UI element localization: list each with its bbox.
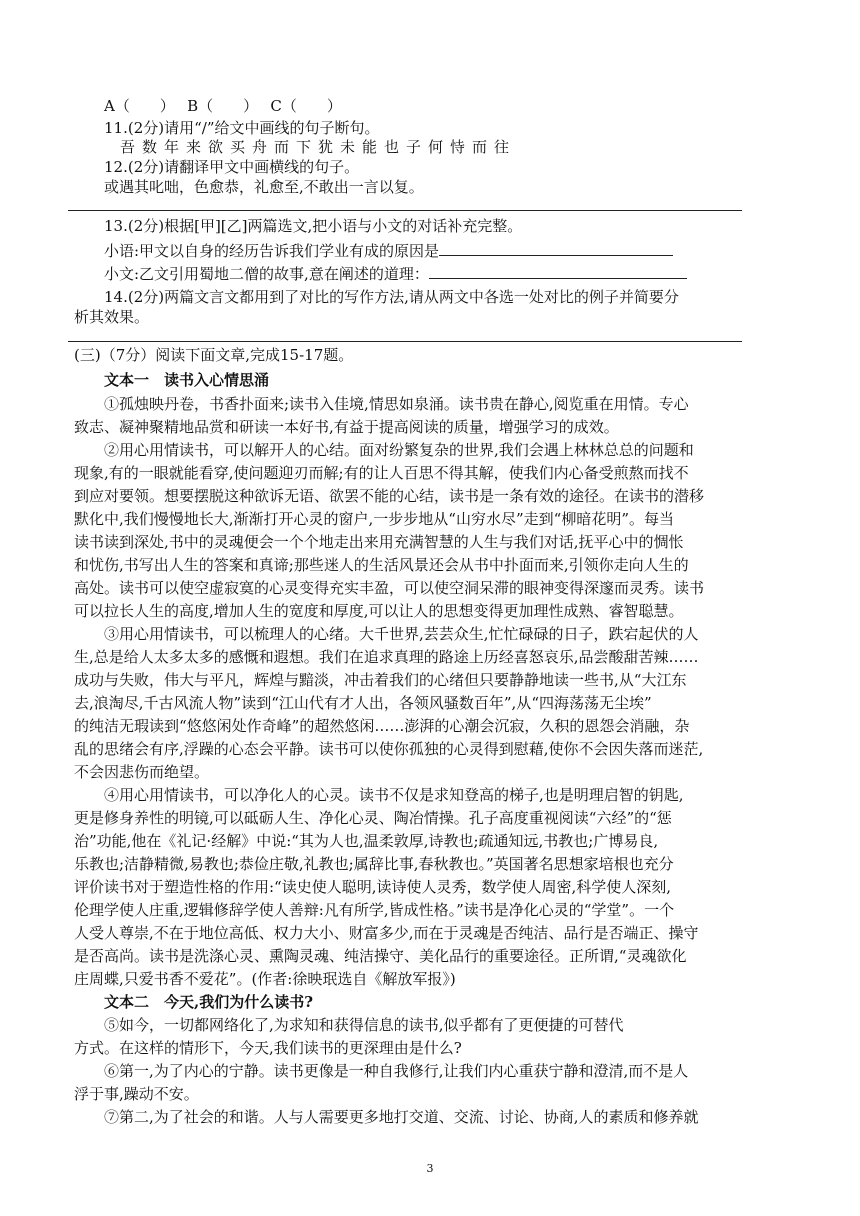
para-2-line-3: 到应对要领。想要摆脱这种欲诉无语、欲罢不能的心结，读书是一条有效的途径。在读书的潜移	[74, 487, 705, 505]
para-1-line-1: ①孤烛映丹卷，书香扑面来;读书入佳境,情思如泉涌。读书贵在静心,阅览重在用情。专心	[104, 395, 689, 413]
answer-line-14[interactable]	[68, 341, 742, 342]
text-one-title: 文本一 读书入心情思涌	[104, 371, 270, 389]
dialogue-xiaoyu	[104, 241, 804, 261]
question-14: 14.(2分)两篇文言文都用到了对比的写作方法,请从两文中各选一处对比的例子并简要分	[104, 288, 679, 306]
para-4-line-3: 治”功能,他在《礼记·经解》中说:“其为人也,温柔敦厚,诗教也;疏通知远,书教也;广博易良,	[74, 832, 659, 850]
para-3-line-4: 去,浪淘尽,千古风流人物”读到“江山代有才人出，各领风骚数百年”,从“四海荡荡无尘埃”	[74, 694, 652, 712]
para-4-line-6: 伦理学使人庄重,逻辑修辞学使人善辩:凡有所学,皆成性格。”读书是净化心灵的“学堂”。一个	[74, 901, 675, 919]
para-2-line-4: 默化中,我们慢慢地长大,渐渐打开心灵的窗户,一步步地从“山穷水尽”走到“柳暗花明”。每当	[74, 510, 674, 528]
para-2-line-5: 读书读到深处,书中的灵魂便会一个个地走出来用充满智慧的人生与我们对话,抚平心中的惆怅	[74, 533, 684, 551]
para-4-line-2: 更是修身养性的明镜,可以砥砺人生、净化心灵、陶冶情操。孔子高度重视阅读“六经”的“惩	[74, 809, 672, 827]
para-1-line-2: 致志、凝神聚精地品赏和研读一本好书,有益于提高阅读的质量，增强学习的成效。	[74, 418, 619, 436]
answer-blank-xiaoyu[interactable]	[439, 241, 673, 256]
text-two-title: 文本二 今天,我们为什么读书?	[104, 993, 314, 1011]
para-4-line-9: 庄周蝶,只爱书香不爱花”。(作者:徐映珉选自《解放军报》)	[74, 970, 456, 988]
para-4-line-8: 是否高尚。读书是洗涤心灵、熏陶灵魂、纯洁操守、美化品行的重要途径。正所谓,“灵魂欲化	[74, 947, 687, 965]
para-4-line-4: 乐教也;洁静精微,易教也;恭俭庄敬,礼教也;属辞比事,春秋教也。”英国著名思想家培根也充分	[74, 855, 674, 873]
para-4-line-7: 人受人尊崇,不在于地位高低、权力大小、财富多少,而在于灵魂是否纯洁、品行是否端正、操守	[74, 924, 699, 942]
para-3-line-7: 不会因悲伤而绝望。	[74, 763, 210, 781]
translation-sentence: 或遇其叱咄，色愈恭，礼愈至,不敢出一言以复。	[104, 178, 424, 196]
answer-blank-xiaowen[interactable]	[429, 264, 687, 279]
para-7-line-1: ⑦第二,为了社会的和谐。人与人需要更多地打交道、交流、讨论、协商,人的素质和修养就	[104, 1108, 699, 1126]
para-3-line-2: 生,总是给人太多太多的感慨和遐想。我们在追求真理的路途上历经喜怒哀乐,品尝酸甜苦辣……	[74, 648, 699, 666]
question-11: 11.(2分)请用“/”给文中画线的句子断句。	[104, 119, 380, 137]
para-4-line-5: 评价读书对于塑造性格的作用:“读史使人聪明,读诗使人灵秀，数学使人周密,科学使人深刻,	[74, 878, 672, 896]
para-2-line-7: 高处。读书可以使空虚寂寞的心灵变得充实丰盈，可以使空洞呆滞的眼神变得深邃而灵秀。读书	[74, 579, 705, 597]
para-2-line-2: 现象,有的一眼就能看穿,使问题迎刃而解;有的让人百思不得其解，使我们内心备受煎熬而找不	[74, 464, 689, 482]
question-13: 13.(2分)根据[甲][乙]两篇选文,把小语与小文的对话补充完整。	[104, 217, 523, 235]
dialogue-xiaoyu-text: 小语:甲文以自身的经历告诉我们学业有成的原因是	[104, 242, 440, 260]
para-2-line-8: 可以拉长人生的高度,增加人生的宽度和厚度,可以让人的思想变得更加理性成熟、睿智聪慧。	[74, 602, 684, 620]
section-three-heading: (三)（7分）阅读下面文章,完成15-17题。	[74, 346, 354, 364]
choice-brackets-line: A（ ） B（ ） C（ ）	[104, 97, 342, 115]
para-5-line-2: 方式。在这样的情形下，今天,我们读书的更深理由是什么?	[74, 1039, 462, 1057]
dialogue-xiaowen-text: 小文:乙文引用蜀地二僧的故事,意在阐述的道理：	[104, 265, 429, 283]
question-14-cont: 析其效果。	[74, 308, 150, 326]
para-3-line-6: 乱的思绪会有序,浮躁的心态会平静。读书可以使你孤独的心灵得到慰藉,使你不会因失落而迷茫,	[74, 740, 704, 758]
para-5-line-1: ⑤如今，一切都网络化了,为求知和获得信息的读书,似乎都有了更便捷的可替代	[104, 1016, 624, 1034]
para-3-line-1: ③用心用情读书，可以梳理人的心绪。大千世界,芸芸众生,忙忙碌碌的日子，跌宕起伏的人	[104, 625, 699, 643]
para-3-line-5: 的纯洁无瑕读到“悠悠闲处作奇峰”的超然悠闲……澎湃的心潮会沉寂，久积的恩怨会消融，杂	[74, 717, 690, 735]
para-4-line-1: ④用心用情读书，可以净化人的心灵。读书不仅是求知登高的梯子,也是明理启智的钥匙,	[104, 786, 684, 804]
answer-line-12[interactable]	[68, 210, 742, 211]
para-2-line-1: ②用心用情读书，可以解开人的心结。面对纷繁复杂的世界,我们会遇上林林总总的问题和	[104, 441, 694, 459]
dialogue-xiaowen	[104, 264, 804, 284]
para-3-line-3: 成功与失败，伟大与平凡，辉煌与黯淡，冲击着我们的心绪但只要静静地读一些书,从“大江东	[74, 671, 687, 689]
para-6-line-2: 浮于事,躁动不安。	[74, 1085, 199, 1103]
para-2-line-6: 和忧伤,书写出人生的答案和真谛;那些迷人的生活风景还会从书中扑面而来,引领你走向人生的	[74, 556, 689, 574]
question-12: 12.(2分)请翻译甲文中画横线的句子。	[104, 158, 360, 176]
page-number: 3	[426, 1162, 434, 1175]
para-6-line-1: ⑥第一,为了内心的宁静。读书更像是一种自我修行,让我们内心重获宁静和澄清,而不是人	[104, 1062, 689, 1080]
punctuation-sentence: 吾数年来欲买舟而下犹未能也子何恃而往	[120, 138, 517, 156]
